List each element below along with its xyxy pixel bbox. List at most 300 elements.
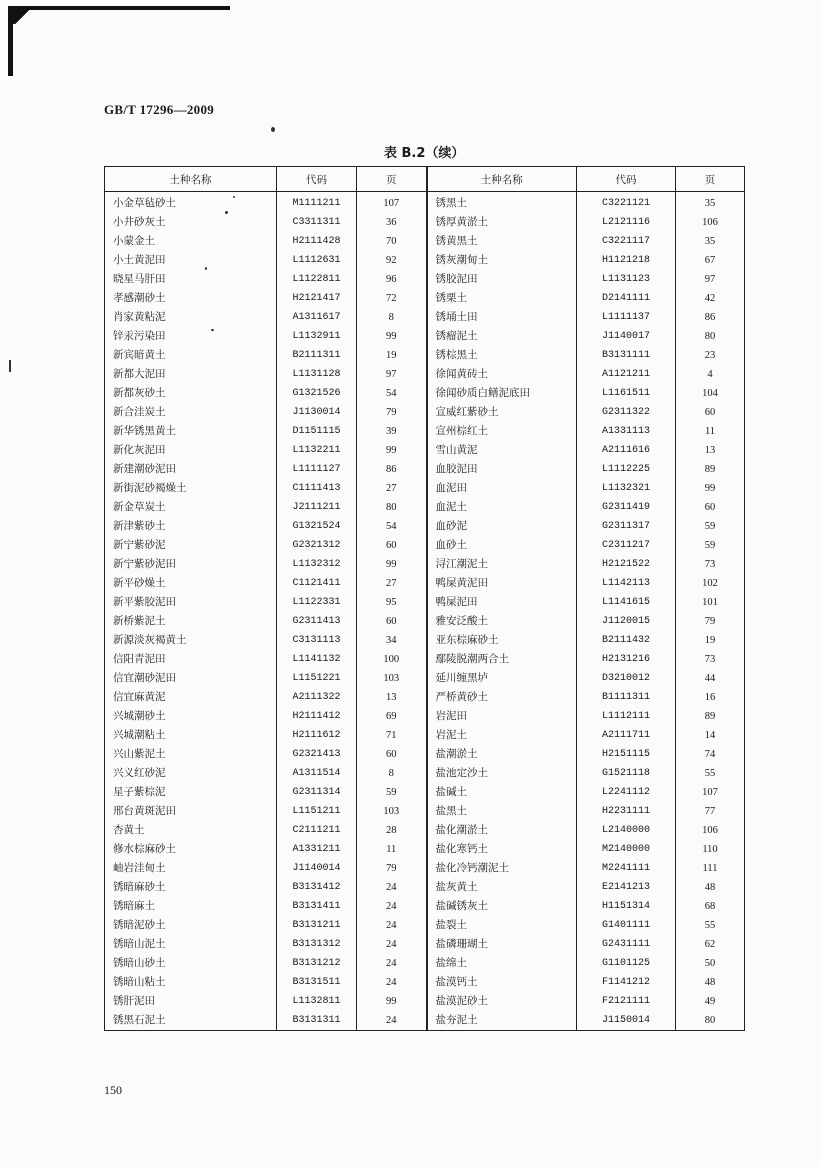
table-row [105, 441, 745, 460]
soil-page-cell: 59 [704, 521, 716, 532]
soil-page-cell: 79 [357, 403, 427, 422]
table-row [105, 897, 745, 916]
soil-page-cell: 86 [704, 312, 716, 323]
table-body [105, 192, 745, 1031]
table-row [105, 498, 745, 517]
soil-page-cell: 96 [357, 270, 427, 289]
soil-name-cell: 宣州棕红土 [427, 422, 577, 441]
soil-name-cell: 盐黑土 [427, 802, 577, 821]
table-row [105, 422, 745, 441]
soil-code-cell: H2121417 [277, 289, 357, 308]
soil-code-cell: B2111432 [577, 631, 676, 650]
soil-page-cell: 99 [357, 441, 427, 460]
soil-code-cell: B3131212 [277, 954, 357, 973]
soil-name-cell: 信阳青泥田 [105, 650, 277, 669]
soil-page-cell: 60 [357, 745, 427, 764]
soil-code-cell: G1321526 [277, 384, 357, 403]
table-header-row [105, 167, 745, 192]
soil-page-cell: 97 [357, 365, 427, 384]
soil-name-cell: 徐闻砂质白鳝泥底田 [427, 384, 577, 403]
soil-name-cell: 盐池定沙土 [427, 764, 577, 783]
soil-name-cell: 盐灰黄土 [427, 878, 577, 897]
table-row [105, 992, 745, 1011]
soil-page-cell: 67 [704, 255, 716, 266]
soil-page-cell: 111 [702, 863, 718, 874]
soil-code-cell: L1141132 [277, 650, 357, 669]
soil-page-cell: 34 [357, 631, 427, 650]
soil-code-cell: L1132312 [277, 555, 357, 574]
soil-name-cell: 锈黑石泥土 [105, 1011, 277, 1031]
soil-code-cell: M1111211 [277, 192, 357, 214]
soil-name-cell: 新都大泥田 [105, 365, 277, 384]
table-row [105, 270, 745, 289]
table-row [105, 365, 745, 384]
soil-page-cell: 24 [357, 878, 427, 897]
soil-name-cell: 盐漠泥砂土 [427, 992, 577, 1011]
soil-page-cell: 80 [357, 498, 427, 517]
soil-page-cell: 48 [704, 882, 716, 893]
soil-code-cell: B3131511 [277, 973, 357, 992]
table-title: 表 B.2（续） [384, 146, 465, 161]
soil-page-cell: 107 [702, 787, 718, 798]
soil-page-cell: 60 [704, 502, 716, 513]
soil-name-cell: 雅安泛酸土 [427, 612, 577, 631]
soil-name-cell: 新建潮砂泥田 [105, 460, 277, 479]
soil-page-cell: 49 [704, 996, 716, 1007]
soil-name-cell: 血泥土 [427, 498, 577, 517]
soil-page-cell: 42 [704, 293, 716, 304]
soil-page-cell: 103 [357, 802, 427, 821]
soil-code-cell: A2111711 [577, 726, 676, 745]
soil-code-cell: E2141213 [577, 878, 676, 897]
table-row [105, 707, 745, 726]
soil-name-cell: 盐漠钙土 [427, 973, 577, 992]
soil-code-cell: G2321413 [277, 745, 357, 764]
soil-code-cell: L1161511 [577, 384, 676, 403]
soil-code-cell: L1151221 [277, 669, 357, 688]
soil-name-cell: 兴城潮粘土 [105, 726, 277, 745]
table-row [105, 213, 745, 232]
soil-name-cell: 新桥紫泥土 [105, 612, 277, 631]
soil-name-cell: 鄢陵脱潮两合土 [427, 650, 577, 669]
table-row [105, 669, 745, 688]
soil-page-cell: 99 [357, 327, 427, 346]
soil-page-cell: 72 [357, 289, 427, 308]
table-row [105, 460, 745, 479]
table-row [105, 555, 745, 574]
soil-name-cell: 新街泥砂褐燥土 [105, 479, 277, 498]
soil-code-cell: D2141111 [577, 289, 676, 308]
soil-code-cell: L1141615 [577, 593, 676, 612]
table-row [105, 517, 745, 536]
soil-name-cell: 兴城潮砂土 [105, 707, 277, 726]
soil-code-cell: A2111322 [277, 688, 357, 707]
table-row [105, 574, 745, 593]
soil-code-cell: F2121111 [577, 992, 676, 1011]
soil-code-cell: H2111412 [277, 707, 357, 726]
soil-name-cell: 杏黄土 [105, 821, 277, 840]
soil-code-cell: B3131312 [277, 935, 357, 954]
soil-code-cell: L2140000 [577, 821, 676, 840]
soil-code-cell: G2311317 [577, 517, 676, 536]
soil-page-cell: 106 [702, 217, 718, 228]
soil-code-cell: H2151115 [577, 745, 676, 764]
table-row [105, 954, 745, 973]
table-row [105, 308, 745, 327]
soil-code-cell: G1321524 [277, 517, 357, 536]
soil-code-cell: J1150014 [577, 1011, 676, 1031]
soil-code-cell: L1112111 [577, 707, 676, 726]
soil-page-cell: 19 [357, 346, 427, 365]
soil-page-cell: 107 [357, 192, 427, 214]
soil-code-cell: L1131128 [277, 365, 357, 384]
soil-name-cell: 小蒙金土 [105, 232, 277, 251]
soil-page-cell: 103 [357, 669, 427, 688]
soil-page-cell: 86 [357, 460, 427, 479]
soil-page-cell: 54 [357, 517, 427, 536]
soil-page-cell: 102 [702, 578, 718, 589]
soil-code-cell: G2311314 [277, 783, 357, 802]
soil-name-cell: 盐磷珊瑚土 [427, 935, 577, 954]
soil-code-cell: J1140014 [277, 859, 357, 878]
soil-code-cell: G2311419 [577, 498, 676, 517]
soil-code-cell: L1122331 [277, 593, 357, 612]
soil-name-cell: 肖家黄粘泥 [105, 308, 277, 327]
soil-name-cell: 修水棕麻砂土 [105, 840, 277, 859]
soil-code-cell: C2311217 [577, 536, 676, 555]
soil-code-cell: L1132211 [277, 441, 357, 460]
soil-code-cell: C3221117 [577, 232, 676, 251]
soil-name-cell: 锈暗麻砂土 [105, 878, 277, 897]
soil-name-cell: 星子紫棕泥 [105, 783, 277, 802]
soil-name-cell: 锈瘤泥土 [427, 327, 577, 346]
soil-page-cell: 80 [704, 1015, 716, 1026]
soil-page-cell: 11 [357, 840, 427, 859]
soil-code-cell: C3221121 [577, 192, 676, 214]
standard-code: GB/T 17296—2009 [104, 102, 215, 117]
soil-code-cell: B2111311 [277, 346, 357, 365]
soil-name-cell: 新都灰砂土 [105, 384, 277, 403]
soil-page-cell: 48 [704, 977, 716, 988]
table-row [105, 1011, 745, 1031]
soil-code-cell: B3131111 [577, 346, 676, 365]
table-row [105, 688, 745, 707]
soil-name-cell: 岫岩洼甸土 [105, 859, 277, 878]
soil-page-cell: 24 [357, 897, 427, 916]
table-row [105, 403, 745, 422]
table-row [105, 840, 745, 859]
soil-name-cell: 锈厚黄淤土 [427, 213, 577, 232]
soil-name-cell: 锈暗山砂土 [105, 954, 277, 973]
soil-name-cell: 新平紫胶泥田 [105, 593, 277, 612]
soil-page-cell: 97 [704, 274, 716, 285]
soil-page-cell: 16 [704, 692, 716, 703]
soil-name-cell: 盐绵土 [427, 954, 577, 973]
soil-page-cell: 50 [704, 958, 716, 969]
soil-code-cell: L1142113 [577, 574, 676, 593]
soil-code-cell: A1121211 [577, 365, 676, 384]
soil-page-cell: 60 [357, 536, 427, 555]
soil-code-cell: C3311311 [277, 213, 357, 232]
soil-name-cell: 延川缠黑垆 [427, 669, 577, 688]
soil-name-cell: 盐化潮淤土 [427, 821, 577, 840]
soil-page-cell: 55 [704, 768, 716, 779]
soil-name-cell: 盐碱锈灰土 [427, 897, 577, 916]
table-row [105, 192, 745, 214]
table-row [105, 593, 745, 612]
table-row [105, 726, 745, 745]
soil-name-cell: 锈暗山泥土 [105, 935, 277, 954]
scan-corner-mark [8, 6, 230, 10]
soil-code-cell: L1111137 [577, 308, 676, 327]
soil-name-cell: 锈黑土 [427, 192, 577, 214]
soil-code-cell: A2111616 [577, 441, 676, 460]
soil-page-cell: 14 [704, 730, 716, 741]
soil-code-cell: D3210012 [577, 669, 676, 688]
soil-name-cell: 小井砂灰土 [105, 213, 277, 232]
soil-code-cell: L1112631 [277, 251, 357, 270]
table-row [105, 783, 745, 802]
table-row [105, 878, 745, 897]
soil-name-cell: 血泥田 [427, 479, 577, 498]
soil-name-cell: 盐夯泥土 [427, 1011, 577, 1031]
soil-name-cell: 新宾暗黄土 [105, 346, 277, 365]
soil-name-cell: 晓星马肝田 [105, 270, 277, 289]
soil-page-cell: 60 [357, 612, 427, 631]
soil-page-cell: 35 [704, 236, 716, 247]
table-row [105, 232, 745, 251]
table-row [105, 346, 745, 365]
soil-code-cell: G2311322 [577, 403, 676, 422]
soil-code-cell: C3131113 [277, 631, 357, 650]
soil-code-cell: H2121522 [577, 555, 676, 574]
soil-name-cell: 浔江潮泥土 [427, 555, 577, 574]
soil-name-cell: 小金草毡砂土 [105, 192, 277, 214]
soil-name-cell: 盐潮淤土 [427, 745, 577, 764]
soil-code-cell: A1331113 [577, 422, 676, 441]
soil-code-cell: A1331211 [277, 840, 357, 859]
soil-code-cell: A1311514 [277, 764, 357, 783]
scan-speck [9, 360, 11, 372]
soil-name-cell: 岩泥土 [427, 726, 577, 745]
page-number: 150 [104, 1083, 122, 1097]
soil-name-cell: 锈栗土 [427, 289, 577, 308]
soil-name-cell: 新化灰泥田 [105, 441, 277, 460]
soil-page-cell: 100 [357, 650, 427, 669]
soil-page-cell: 95 [357, 593, 427, 612]
soil-code-cell: A1311617 [277, 308, 357, 327]
table-row [105, 384, 745, 403]
soil-page-cell: 104 [702, 388, 718, 399]
soil-code-cell: G1521118 [577, 764, 676, 783]
soil-code-cell: G2311413 [277, 612, 357, 631]
soil-page-cell: 89 [704, 711, 716, 722]
soil-name-cell: 锈暗山粘土 [105, 973, 277, 992]
soil-page-cell: 24 [357, 973, 427, 992]
soil-name-cell: 血砂泥 [427, 517, 577, 536]
soil-page-cell: 55 [704, 920, 716, 931]
soil-name-cell: 新津紫砂土 [105, 517, 277, 536]
soil-page-cell: 79 [704, 616, 716, 627]
soil-name-cell: 亚东棕麻砂土 [427, 631, 577, 650]
soil-name-cell: 锈肝泥田 [105, 992, 277, 1011]
soil-name-cell: 锈胶泥田 [427, 270, 577, 289]
soil-code-cell: F1141212 [577, 973, 676, 992]
soil-page-cell: 24 [357, 954, 427, 973]
soil-code-cell: C1121411 [277, 574, 357, 593]
soil-page-cell: 54 [357, 384, 427, 403]
soil-page-cell: 99 [704, 483, 716, 494]
table-row [105, 289, 745, 308]
soil-code-cell: B3131311 [277, 1011, 357, 1031]
soil-code-cell: H1121218 [577, 251, 676, 270]
soil-name-cell: 盐裂土 [427, 916, 577, 935]
soil-page-cell: 68 [704, 901, 716, 912]
soil-name-cell: 信宜潮砂泥田 [105, 669, 277, 688]
soil-code-cell: L1112225 [577, 460, 676, 479]
soil-code-cell: C1111413 [277, 479, 357, 498]
soil-name-cell: 新宁紫砂泥田 [105, 555, 277, 574]
soil-page-cell: 99 [357, 992, 427, 1011]
table-row [105, 650, 745, 669]
table-row [105, 612, 745, 631]
soil-name-cell: 新合洼炭土 [105, 403, 277, 422]
soil-page-cell: 106 [702, 825, 718, 836]
soil-code-cell: B3131411 [277, 897, 357, 916]
soil-code-cell: H2231111 [577, 802, 676, 821]
soil-name-cell: 孝感潮砂土 [105, 289, 277, 308]
soil-page-cell: 13 [704, 445, 716, 456]
soil-code-cell: L1111127 [277, 460, 357, 479]
soil-name-cell: 锈暗麻土 [105, 897, 277, 916]
soil-code-cell: G2321312 [277, 536, 357, 555]
table-row [105, 631, 745, 650]
table-row [105, 821, 745, 840]
scan-speck [205, 267, 207, 270]
soil-name-cell: 小土黄泥田 [105, 251, 277, 270]
soil-name-cell: 严桥黄砂土 [427, 688, 577, 707]
column-header-code: 代码 [277, 167, 357, 192]
soil-name-cell: 血胶泥田 [427, 460, 577, 479]
soil-page-cell: 4 [707, 369, 713, 380]
soil-name-cell: 锌汞污染田 [105, 327, 277, 346]
soil-page-cell: 80 [704, 331, 716, 342]
soil-name-cell: 盐化冷钙潮泥土 [427, 859, 577, 878]
soil-page-cell: 27 [357, 574, 427, 593]
soil-name-cell: 新平砂燥土 [105, 574, 277, 593]
soil-name-cell: 血砂土 [427, 536, 577, 555]
soil-code-cell: C2111211 [277, 821, 357, 840]
soil-page-cell: 24 [357, 935, 427, 954]
soil-name-cell: 新华锈黑黄土 [105, 422, 277, 441]
soil-page-cell: 99 [357, 555, 427, 574]
soil-code-cell: L1132911 [277, 327, 357, 346]
soil-name-cell: 盐化寒钙土 [427, 840, 577, 859]
table-row [105, 745, 745, 764]
soil-page-cell: 62 [704, 939, 716, 950]
soil-page-cell: 13 [357, 688, 427, 707]
column-header-page: 页 [676, 167, 745, 192]
soil-name-cell: 兴义红砂泥 [105, 764, 277, 783]
soil-name-cell: 信宜麻黄泥 [105, 688, 277, 707]
soil-page-cell: 11 [704, 426, 716, 437]
soil-code-cell: L2121116 [577, 213, 676, 232]
soil-code-cell: B3131412 [277, 878, 357, 897]
soil-name-cell: 岩泥田 [427, 707, 577, 726]
soil-name-cell: 盐碱土 [427, 783, 577, 802]
soil-page-cell: 24 [357, 916, 427, 935]
soil-name-cell: 锈埇土田 [427, 308, 577, 327]
soil-code-cell: L1132811 [277, 992, 357, 1011]
soil-code-cell: J1140017 [577, 327, 676, 346]
soil-page-cell: 24 [357, 1011, 427, 1031]
soil-name-cell: 新金草炭土 [105, 498, 277, 517]
table-row [105, 973, 745, 992]
soil-page-cell: 60 [704, 407, 716, 418]
scan-speck [233, 196, 235, 198]
soil-page-cell: 8 [357, 764, 427, 783]
soil-page-cell: 23 [704, 350, 716, 361]
soil-page-cell: 28 [357, 821, 427, 840]
soil-page-cell: 8 [357, 308, 427, 327]
soil-page-cell: 59 [357, 783, 427, 802]
soil-index-table [104, 166, 745, 1031]
soil-page-cell: 69 [357, 707, 427, 726]
soil-code-cell: B1111311 [577, 688, 676, 707]
table-row [105, 916, 745, 935]
soil-page-cell: 73 [704, 654, 716, 665]
soil-name-cell: 新源淡灰褐黄土 [105, 631, 277, 650]
soil-code-cell: G2431111 [577, 935, 676, 954]
soil-page-cell: 74 [704, 749, 716, 760]
soil-name-cell: 鸭屎黄泥田 [427, 574, 577, 593]
column-header-name: 土种名称 [427, 167, 577, 192]
soil-page-cell: 110 [702, 844, 718, 855]
soil-code-cell: M2140000 [577, 840, 676, 859]
soil-page-cell: 70 [357, 232, 427, 251]
soil-page-cell: 89 [704, 464, 716, 475]
soil-name-cell: 邢台黄斑泥田 [105, 802, 277, 821]
table-row [105, 251, 745, 270]
soil-page-cell: 77 [704, 806, 716, 817]
soil-page-cell: 35 [704, 198, 716, 209]
soil-name-cell: 锈暗泥砂土 [105, 916, 277, 935]
soil-code-cell: B3131211 [277, 916, 357, 935]
soil-page-cell: 101 [702, 597, 718, 608]
soil-page-cell: 19 [704, 635, 716, 646]
soil-name-cell: 兴山紫泥土 [105, 745, 277, 764]
soil-code-cell: L1131123 [577, 270, 676, 289]
soil-page-cell: 27 [357, 479, 427, 498]
soil-name-cell: 宣威红紫砂土 [427, 403, 577, 422]
soil-page-cell: 79 [357, 859, 427, 878]
scan-speck [211, 329, 214, 331]
soil-name-cell: 雪山黄泥 [427, 441, 577, 460]
scan-speck [271, 127, 275, 132]
table-row [105, 802, 745, 821]
soil-name-cell: 锈黄黑土 [427, 232, 577, 251]
soil-page-cell: 71 [357, 726, 427, 745]
soil-name-cell: 徐闻黄砖土 [427, 365, 577, 384]
soil-code-cell: G1401111 [577, 916, 676, 935]
soil-page-cell: 44 [704, 673, 716, 684]
soil-code-cell: H2131216 [577, 650, 676, 669]
soil-code-cell: J1130014 [277, 403, 357, 422]
soil-code-cell: D1151115 [277, 422, 357, 441]
soil-page-cell: 36 [357, 213, 427, 232]
table-row [105, 536, 745, 555]
soil-name-cell: 鸭屎泥田 [427, 593, 577, 612]
